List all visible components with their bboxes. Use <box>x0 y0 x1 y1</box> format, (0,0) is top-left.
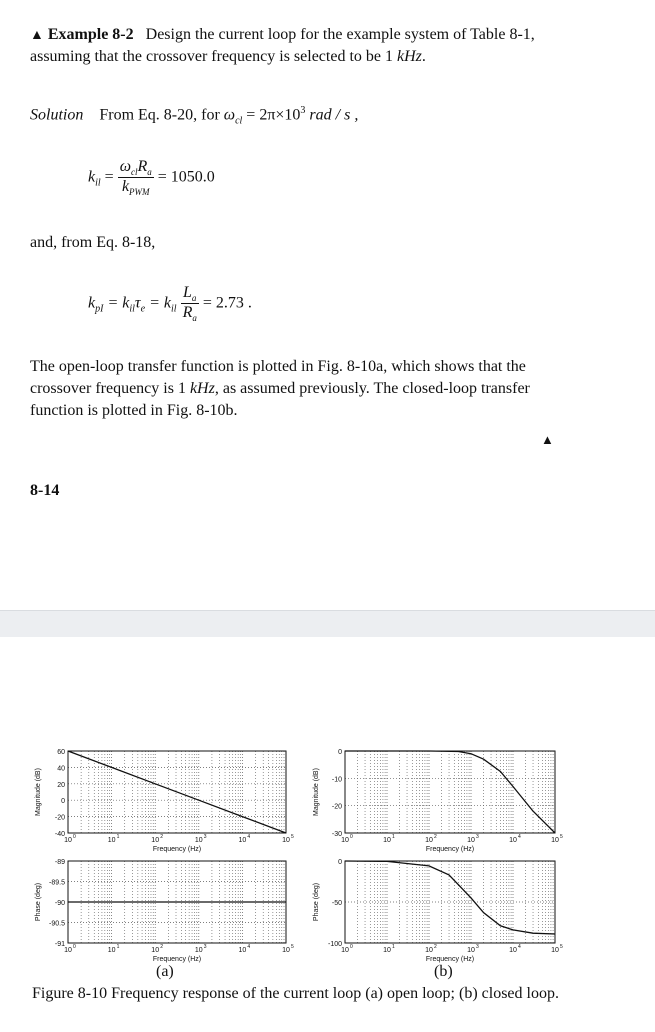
x-tick-exponent: 1 <box>117 944 120 950</box>
eq1-equals: = <box>105 168 114 185</box>
eq2-value: = 2.73 . <box>203 294 252 311</box>
x-tick-exponent: 5 <box>291 944 294 950</box>
eq2-lhs: k <box>88 294 95 311</box>
eq2-fraction <box>181 284 199 323</box>
x-tick-label: 10 <box>108 947 116 954</box>
paragraph-line-2 <box>30 378 595 400</box>
x-tick-exponent: 0 <box>73 944 76 950</box>
x-tick-exponent: 2 <box>434 944 437 950</box>
eq2-den-sub: a <box>192 313 197 323</box>
x-tick-exponent: 2 <box>434 834 437 840</box>
eq1-value: = 1050.0 <box>158 168 215 185</box>
x-tick-label: 10 <box>64 837 72 844</box>
x-tick-exponent: 1 <box>392 944 395 950</box>
solution-text: From Eq. 8-20, for <box>99 106 219 123</box>
y-tick-label: -10 <box>332 776 342 783</box>
x-tick-label: 10 <box>551 837 559 844</box>
x-tick-exponent: 4 <box>518 834 521 840</box>
x-tick-label: 10 <box>64 947 72 954</box>
x-tick-exponent: 4 <box>247 944 250 950</box>
x-tick-label: 10 <box>151 837 159 844</box>
paragraph-line-3: function is plotted in Fig. 8-10b. <box>30 400 595 422</box>
x-tick-exponent: 2 <box>160 944 163 950</box>
solution-omega: ω <box>224 106 235 123</box>
x-tick-exponent: 0 <box>73 834 76 840</box>
eq1-num-r: R <box>138 158 148 175</box>
x-tick-exponent: 2 <box>160 834 163 840</box>
x-tick-exponent: 5 <box>291 834 294 840</box>
eq1-lhs: k <box>88 168 95 185</box>
x-tick-exponent: 3 <box>204 944 207 950</box>
y-tick-label: 20 <box>57 782 65 789</box>
x-tick-exponent: 0 <box>350 944 353 950</box>
x-tick-exponent: 3 <box>476 834 479 840</box>
paragraph-line-2b: , as assumed previously. The closed-loop transfer <box>215 380 530 397</box>
eq2-mid-sub: il <box>129 304 135 315</box>
x-axis-label: Frequency (Hz) <box>426 956 474 963</box>
y-tick-label: -91 <box>55 941 65 948</box>
solution-omega-sub: cl <box>235 116 242 127</box>
y-tick-label: -100 <box>328 941 342 948</box>
x-tick-label: 10 <box>239 837 247 844</box>
eq1-fraction <box>118 158 154 197</box>
y-axis-label: Phase (deg) <box>35 883 42 921</box>
x-tick-label: 10 <box>425 947 433 954</box>
paragraph-line-1: The open-loop transfer function is plotted in Fig. 8-10a, which shows that the <box>30 356 595 378</box>
eq2-tau: τ <box>135 294 141 311</box>
x-tick-label: 10 <box>341 837 349 844</box>
y-axis-label: Phase (deg) <box>313 883 320 921</box>
eq2-den-r: R <box>183 304 193 321</box>
equation-kil <box>88 158 215 197</box>
subcaption-b: (b) <box>434 963 453 981</box>
axes-frame <box>345 751 555 833</box>
series-line <box>68 751 286 833</box>
eq1-numerator <box>118 158 154 178</box>
y-tick-label: -90 <box>55 900 65 907</box>
solution-line <box>30 100 358 133</box>
x-tick-label: 10 <box>509 947 517 954</box>
y-tick-label: -90.5 <box>49 921 65 928</box>
x-tick-exponent: 3 <box>204 834 207 840</box>
example-heading <box>30 24 630 47</box>
solution-unit: rad / s , <box>305 106 358 123</box>
eq2-mid2-sub: il <box>171 304 177 315</box>
y-tick-label: -89.5 <box>49 880 65 887</box>
x-tick-label: 10 <box>282 947 290 954</box>
x-tick-exponent: 4 <box>518 944 521 950</box>
y-tick-label: 0 <box>61 798 65 805</box>
eq2-tau-sub: e <box>141 304 145 315</box>
solution-label: Solution <box>30 106 83 123</box>
y-tick-label: -50 <box>332 900 342 907</box>
x-tick-label: 10 <box>195 947 203 954</box>
eq1-denominator <box>118 178 154 197</box>
x-tick-label: 10 <box>383 837 391 844</box>
x-tick-label: 10 <box>151 947 159 954</box>
x-tick-label: 10 <box>509 837 517 844</box>
x-tick-label: 10 <box>467 837 475 844</box>
eq2-lhs-sub: pI <box>95 304 103 315</box>
x-axis-label: Frequency (Hz) <box>153 956 201 963</box>
x-tick-exponent: 1 <box>392 834 395 840</box>
y-tick-label: 0 <box>338 859 342 866</box>
y-tick-label: -89 <box>55 859 65 866</box>
solution-formula: = 2π×10 <box>242 106 300 123</box>
x-axis-label: Frequency (Hz) <box>426 846 474 853</box>
x-tick-label: 10 <box>239 947 247 954</box>
x-tick-label: 10 <box>282 837 290 844</box>
x-tick-label: 10 <box>383 947 391 954</box>
paragraph-line-2a: crossover frequency is 1 <box>30 380 186 397</box>
x-tick-exponent: 3 <box>476 944 479 950</box>
x-tick-exponent: 0 <box>350 834 353 840</box>
y-tick-label: 0 <box>338 749 342 756</box>
y-axis-label: Magnitude (dB) <box>313 768 320 816</box>
y-tick-label: -20 <box>55 815 65 822</box>
solution-exp: 3 <box>300 105 305 116</box>
example-text-2: assuming that the crossover frequency is selected to be 1 <box>30 48 393 65</box>
eq1-num-r-sub: a <box>147 167 152 177</box>
subcaption-a: (a) <box>156 963 174 981</box>
example-label: Example 8-2 <box>48 26 134 43</box>
chart-panel-3 <box>313 749 563 853</box>
x-axis-label: Frequency (Hz) <box>153 846 201 853</box>
eq2-num-sub: a <box>192 293 197 303</box>
y-tick-label: -40 <box>55 831 65 838</box>
x-tick-label: 10 <box>425 837 433 844</box>
chart-panel-2 <box>35 859 294 963</box>
example-triangle-icon: ▲ <box>30 28 44 43</box>
paragraph-unit: kHz <box>190 380 215 397</box>
y-tick-label: 40 <box>57 765 65 772</box>
explanation-paragraph <box>30 356 595 422</box>
end-triangle-icon: ▲ <box>541 432 554 448</box>
eq2-denominator <box>181 304 199 323</box>
x-tick-label: 10 <box>551 947 559 954</box>
y-tick-label: 60 <box>57 749 65 756</box>
example-line-2 <box>30 46 426 68</box>
x-tick-label: 10 <box>467 947 475 954</box>
x-tick-label: 10 <box>341 947 349 954</box>
y-tick-label: -30 <box>332 831 342 838</box>
figure-8-10 <box>0 637 655 1027</box>
x-tick-label: 10 <box>195 837 203 844</box>
y-axis-label: Magnitude (dB) <box>35 768 42 816</box>
eq1-den-k: k <box>122 178 129 195</box>
x-tick-exponent: 5 <box>560 834 563 840</box>
y-tick-label: -20 <box>332 804 342 811</box>
chart-panel-1 <box>35 749 294 853</box>
eq1-den-sub: PWM <box>129 187 150 197</box>
eq1-num-omega: ω <box>120 158 131 175</box>
x-tick-exponent: 4 <box>247 834 250 840</box>
eq1-num-omega-sub: cl <box>131 167 138 177</box>
eq2-num-l: L <box>183 284 192 301</box>
eq2-mid: = k <box>107 294 129 311</box>
figure-caption: Figure 8-10 Frequency response of the current loop (a) open loop; (b) closed loop. <box>32 985 559 1003</box>
page-lower <box>0 637 655 1027</box>
x-tick-label: 10 <box>108 837 116 844</box>
equation-kpi <box>88 284 252 323</box>
example-text: Design the current loop for the example system of Table 8-1, <box>146 26 535 43</box>
series-line <box>345 751 555 833</box>
page-divider <box>0 610 655 638</box>
example-end: . <box>422 48 426 65</box>
x-tick-exponent: 5 <box>560 944 563 950</box>
chart-panel-4 <box>313 859 563 963</box>
eq1-lhs-sub: il <box>95 178 101 189</box>
page-number: 8-14 <box>30 482 59 500</box>
eq2-mid2: = k <box>149 294 171 311</box>
example-unit: kHz <box>397 48 422 65</box>
series-line <box>345 861 555 934</box>
eq2-numerator <box>181 284 199 304</box>
x-tick-exponent: 1 <box>117 834 120 840</box>
and-text: and, from Eq. 8-18, <box>30 232 155 254</box>
